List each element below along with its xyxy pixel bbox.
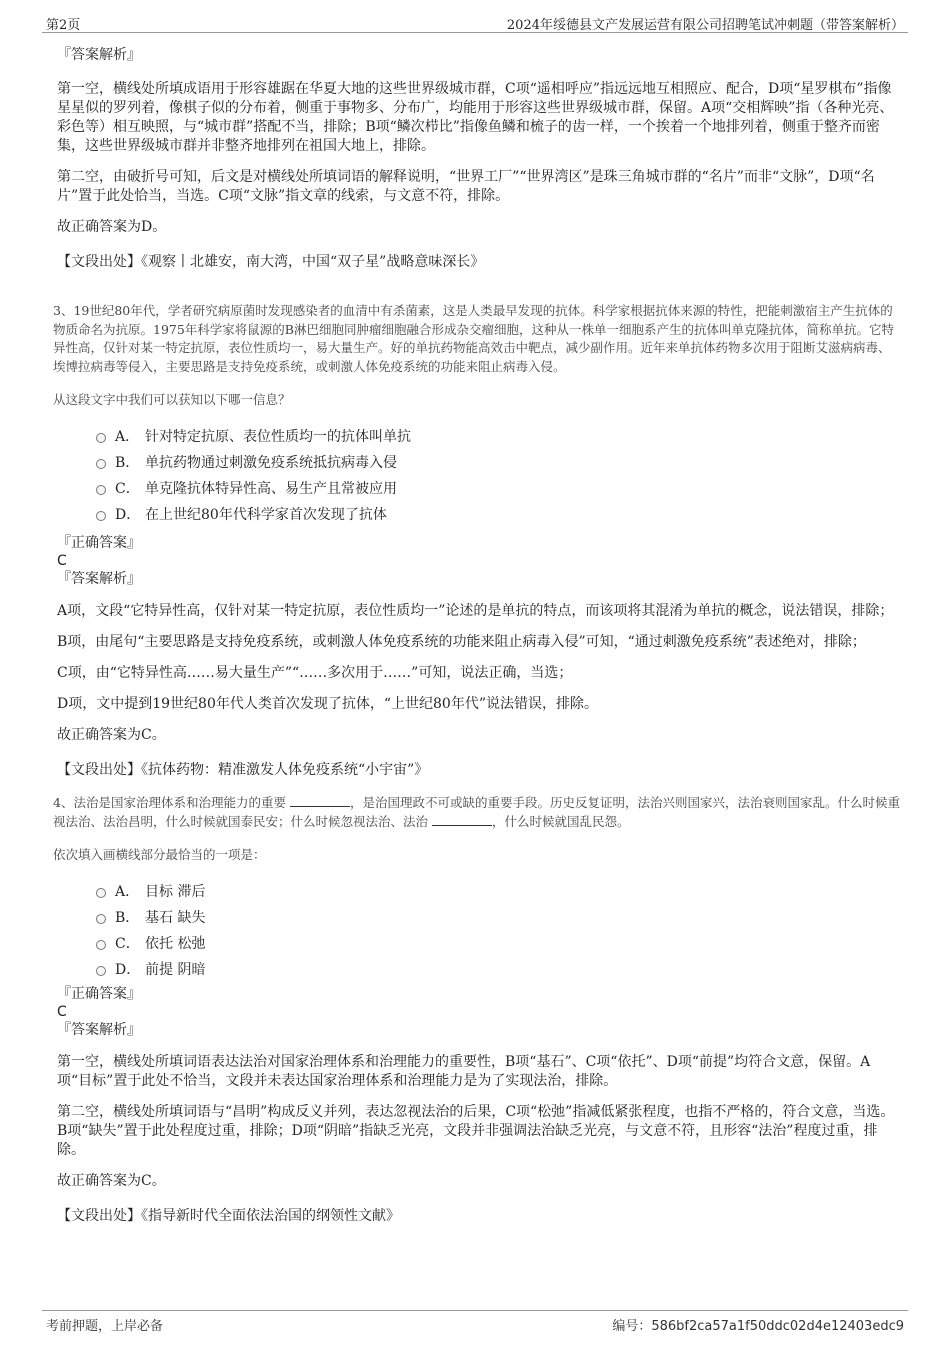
page-header [42,12,908,33]
question-prompt: 从这段文字中我们可以获知以下哪一信息？ [53,392,291,407]
question-prompt: 依次填入画横线部分最恰当的一项是： [53,847,266,862]
fill-blank [432,813,492,826]
analysis-label: 『答案解析』 [57,571,141,587]
options-group [57,879,902,983]
page-number: 第2页 [46,18,81,33]
source-citation: 【文段出处】《观察丨北雄安，南大湾，中国“双子星”战略意味深长》 [57,254,485,270]
analysis-paragraph: D项，文中提到19世纪80年代人类首次发现了抗体，“上世纪80年代”说法错误，排除。 [57,696,598,712]
option-c[interactable]: C． 依托 松弛 [57,931,902,957]
analysis-paragraph: A项，文段“它特异性高，仅针对某一特定抗原，表位性质均一”论述的是单抗的特点，而该项将其混淆为单抗的概念，说法错误，排除； [57,603,894,619]
question-stem: 3、19世纪80年代，学者研究病原菌时发现感染者的血清中有杀菌素，这是人类最早发现的抗体。科学家根据抗体来源的特性，把能刺激宿主产生抗体的物质命名为抗原。1975年科学家将鼠源的B淋巴细胞同肿瘤细胞融合形成杂交瘤细胞，这种从一株单一细胞系产生的抗体叫单克隆抗体，简称单抗。它特异性高，仅针对某一特定抗原，表位性质均一，易大量生产。好的单抗药物能高效击中靶点，减少副作用。近年来单抗体药物多次用于阻断艾滋病病毒、埃博拉病毒等侵入，主要思路是支持免疫系统，或刺激人体免疫系统的功能来阻止病毒入侵。 [53,303,895,374]
options-group [57,424,902,528]
analysis-paragraph: 第二空，由破折号可知，后文是对横线处所填词语的解释说明，“世界工厂”“世界湾区”是珠三角城市群的“名片”而非“文脉”，D项“名片”置于此处恰当，当选。C项“文脉”指文章的线索，与文意不符，排除。 [57,169,875,204]
analysis-paragraph: B项，由尾句“主要思路是支持免疫系统，或刺激人体免疫系统的功能来阻止病毒入侵”可知，“通过刺激免疫系统”表述绝对，排除； [57,634,866,650]
option-c[interactable]: C． 单克隆抗体特异性高、易生产且常被应用 [57,476,902,502]
option-b[interactable]: B． 基石 缺失 [57,905,902,931]
radio-button[interactable] [96,511,106,521]
radio-button[interactable] [96,459,106,469]
source-citation: 【文段出处】《指导新时代全面依法治国的纲领性文献》 [57,1208,400,1224]
document-body [53,44,902,1226]
conclusion: 故正确答案为C。 [57,727,166,743]
radio-button[interactable] [96,433,106,443]
analysis-paragraph: 第一空，横线处所填成语用于形容雄踞在华夏大地的这些世界级城市群，C项“遥相呼应”指远远地互相照应、配合，D项“星罗棋布”指像星星似的罗列着，像棋子似的分布着，侧重于事物多、分布广，均能用于形容这些世界级城市群，保留。A项“交相辉映”指（各种光亮、彩色等）相互映照，与“城市群”搭配不当，排除；B项“鳞次栉比”指像鱼鳞和梳子的齿一样，一个挨着一个地排列着，侧重于整齐而密集，这些世界级城市群并非整齐地排列在祖国大地上，排除。 [57,81,894,154]
analysis-label: 『答案解析』 [57,47,141,63]
analysis-paragraph: 第一空，横线处所填词语表达法治对国家治理体系和治理能力的重要性，B项“基石”、C项“依托”、D项“前提”均符合文意，保留。A项“目标”置于此处不恰当，文段并未表达国家治理体系和治理能力是为了实现法治，排除。 [57,1054,871,1089]
correct-answer-label: 『正确答案』 [57,535,141,551]
question-stem: 4、法治是国家治理体系和治理能力的重要 ，是治国理政不可或缺的重要手段。历史反复证明，法治兴则国家兴，法治衰则国家乱。什么时候重视法治、法治昌明，什么时候就国泰民安；什么时候忽视法治、法治 ，什么时候就国乱民怨。 [53,795,900,829]
fill-blank [290,794,350,807]
option-d[interactable]: D． 前提 阴暗 [57,957,902,983]
correct-answer: C [57,1004,67,1020]
footer-slogan: 考前押题，上岸必备 [46,1319,164,1334]
radio-button[interactable] [96,485,106,495]
conclusion: 故正确答案为D。 [57,219,167,235]
option-b[interactable]: B． 单抗药物通过刺激免疫系统抵抗病毒入侵 [57,450,902,476]
radio-button[interactable] [96,888,106,898]
document-code: 编号：586bf2ca57a1f50ddc02d4e12403edc9 [612,1319,904,1334]
conclusion: 故正确答案为C。 [57,1173,166,1189]
option-d[interactable]: D． 在上世纪80年代科学家首次发现了抗体 [57,502,902,528]
option-a[interactable]: A． 目标 滞后 [57,879,902,905]
radio-button[interactable] [96,914,106,924]
correct-answer: C [57,553,67,569]
radio-button[interactable] [96,940,106,950]
source-citation: 【文段出处】《抗体药物：精准激发人体免疫系统“小宇宙”》 [57,762,429,778]
page-footer [42,1310,908,1333]
correct-answer-label: 『正确答案』 [57,986,141,1002]
radio-button[interactable] [96,966,106,976]
analysis-paragraph: 第二空，横线处所填词语与“昌明”构成反义并列，表达忽视法治的后果，C项“松弛”指减低紧张程度，也指不严格的，符合文意，当选。B项“缺失”置于此处程度过重，排除；D项“阴暗”指缺乏光亮，文段并非强调法治缺乏光亮，与文意不符，且形容“法治”程度过重，排除。 [57,1104,895,1158]
option-a[interactable]: A． 针对特定抗原、表位性质均一的抗体叫单抗 [57,424,902,450]
document-title: 2024年绥德县文产发展运营有限公司招聘笔试冲刺题（带答案解析） [506,18,904,33]
analysis-label: 『答案解析』 [57,1022,141,1038]
analysis-paragraph: C项，由“它特异性高……易大量生产”“……多次用于……”可知，说法正确，当选； [57,665,573,681]
